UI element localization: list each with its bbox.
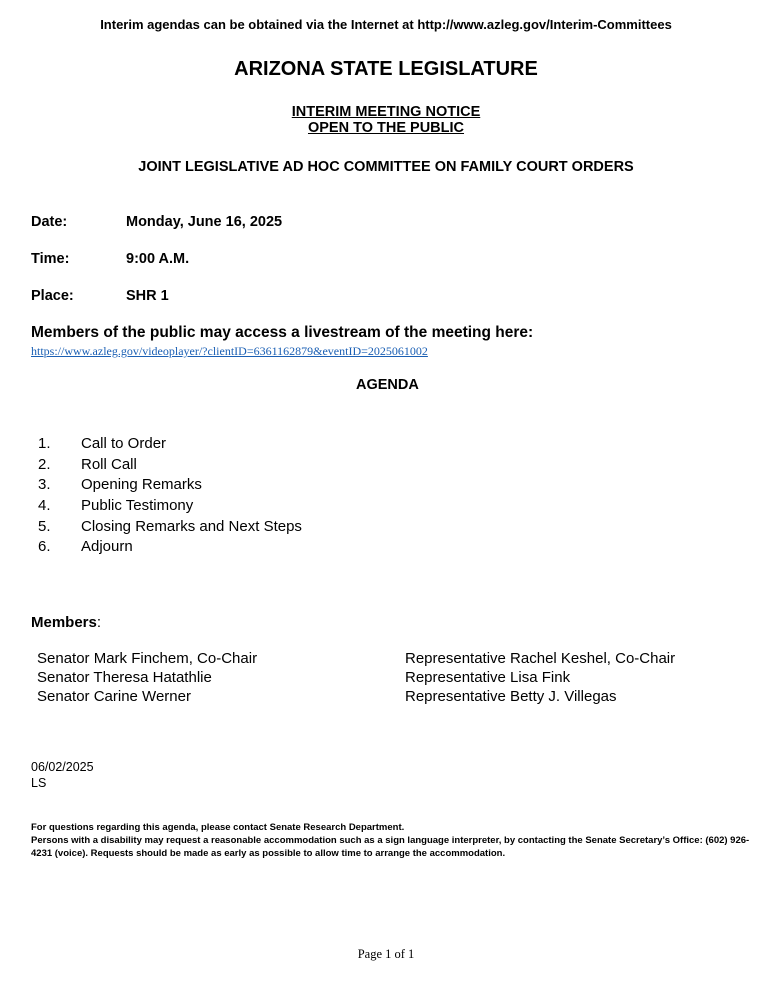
page-title: ARIZONA STATE LEGISLATURE [234, 58, 538, 80]
contact-info [31, 821, 761, 860]
footer-initials: LS [31, 776, 47, 790]
senate-member: Senator Carine Werner [37, 688, 191, 705]
agenda-item-number: 3. [38, 476, 51, 493]
agenda-item-text: Roll Call [81, 456, 137, 473]
agenda-item-text: Adjourn [81, 538, 133, 555]
notice-line-2: OPEN TO THE PUBLIC [307, 120, 465, 136]
time-label: Time: [31, 251, 70, 267]
agenda-item-number: 2. [38, 456, 51, 473]
agenda-item-number: 6. [38, 538, 51, 555]
livestream-heading: Members of the public may access a livestream of the meeting here: [31, 324, 534, 341]
members-heading-label: Members [31, 614, 97, 631]
accommodation-notice: Persons with a disability may request a reasonable accommodation such as a sign language interpreter, by contacting the Senate Secretary’s Office: (602) 926-4231 (voice). Requests should be made as early as possible to allow time to arrange the accommodation. [31, 835, 750, 859]
place-label: Place: [31, 288, 74, 304]
time-value: 9:00 A.M. [126, 251, 190, 267]
livestream-link[interactable]: https://www.azleg.gov/videoplayer/?clientID=6361162879&eventID=2025061002 [31, 344, 428, 358]
agenda-item-number: 4. [38, 497, 51, 514]
senate-member: Senator Mark Finchem, Co-Chair [37, 650, 258, 667]
house-member: Representative Betty J. Villegas [405, 688, 617, 705]
place-value: SHR 1 [126, 288, 169, 304]
agenda-heading: AGENDA [356, 377, 419, 393]
house-member: Representative Rachel Keshel, Co-Chair [405, 650, 676, 667]
header-note: Interim agendas can be obtained via the Internet at http://www.azleg.gov/Interim-Committees [100, 17, 672, 32]
notice-heading [0, 104, 772, 136]
members-heading [31, 614, 101, 631]
notice-line-1: INTERIM MEETING NOTICE [291, 104, 481, 120]
agenda-item-text: Public Testimony [81, 497, 194, 514]
footer-date: 06/02/2025 [31, 760, 94, 774]
house-member: Representative Lisa Fink [405, 669, 571, 686]
senate-member: Senator Theresa Hatathlie [37, 669, 212, 686]
date-label: Date: [31, 214, 68, 230]
members-heading-colon: : [96, 614, 102, 631]
agenda-item-text: Call to Order [81, 435, 167, 452]
page-number: Page 1 of 1 [357, 947, 415, 961]
date-value: Monday, June 16, 2025 [126, 214, 283, 230]
contact-line: For questions regarding this agenda, please contact Senate Research Department. [31, 822, 405, 833]
agenda-item-text: Closing Remarks and Next Steps [81, 518, 302, 535]
agenda-item-number: 1. [38, 435, 51, 452]
agenda-item-text: Opening Remarks [81, 476, 202, 493]
agenda-item-number: 5. [38, 518, 51, 535]
committee-name: JOINT LEGISLATIVE AD HOC COMMITTEE ON FAMILY COURT ORDERS [138, 159, 634, 175]
